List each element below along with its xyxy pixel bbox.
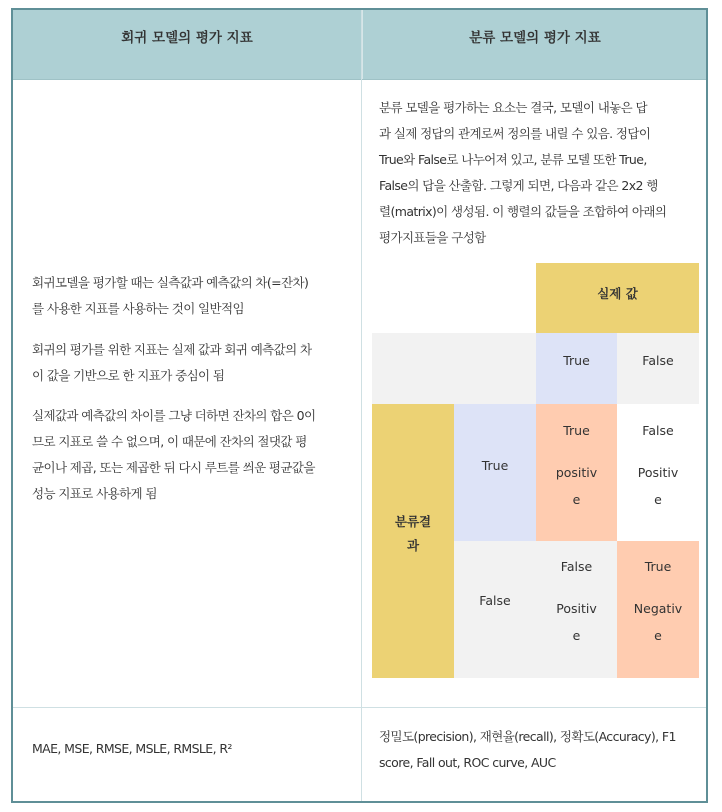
text-line: 실제값과 예측값의 차이를 그냥 더하면 잔차의 합은 0이 bbox=[32, 408, 316, 423]
cm-actual-header-label: 실제 값 bbox=[597, 286, 638, 301]
text-line: score, Fall out, ROC curve, AUC bbox=[379, 755, 556, 770]
confusion-matrix bbox=[372, 263, 699, 678]
text-line: 정밀도(precision), 재현율(recall), 정확도(Accuracy), F1 bbox=[379, 729, 676, 744]
cm-tn-line3: e bbox=[654, 628, 662, 643]
cm-corner-blank bbox=[372, 263, 536, 333]
cm-false-negative bbox=[536, 541, 617, 678]
cm-predicted-true-label: True bbox=[481, 458, 509, 473]
header-classification: 분류 모델의 평가 지표 bbox=[362, 10, 707, 79]
cm-actual-true-label: True bbox=[563, 353, 590, 368]
cm-actual-false bbox=[617, 333, 699, 404]
text-line: 므로 지표로 쓸 수 없으며, 이 때문에 잔차의 절댓값 평 bbox=[32, 434, 307, 449]
table-header-row bbox=[13, 10, 706, 80]
cm-predicted-true bbox=[454, 404, 536, 541]
cm-predicted-false-label: False bbox=[479, 593, 511, 608]
text-line: 균이나 제곱, 또는 제곱한 뒤 다시 루트를 씌운 평균값을 bbox=[32, 460, 315, 475]
cm-fn-line1: False bbox=[560, 559, 593, 574]
cm-predicted-false bbox=[454, 541, 536, 678]
header-regression: 회귀 모델의 평가 지표 bbox=[121, 30, 253, 46]
cm-fp-line1: False bbox=[642, 423, 674, 438]
text-line: 이 값을 기반으로 한 지표가 중심이 됨 bbox=[32, 368, 225, 383]
cm-true-negative bbox=[617, 541, 699, 678]
cm-actual-false-label: False bbox=[642, 353, 674, 368]
text-line: False의 답을 산출함. 그렇게 되면, 다음과 같은 2x2 행 bbox=[379, 178, 658, 193]
text-line: 를 사용한 지표를 사용하는 것이 일반적임 bbox=[32, 301, 244, 316]
cm-corner-blank-2 bbox=[372, 333, 536, 404]
text-line: 성능 지표로 사용하게 됨 bbox=[32, 486, 157, 501]
cm-true-positive bbox=[536, 404, 617, 541]
cm-actual-header bbox=[536, 263, 699, 333]
cm-tp-line2: positiv bbox=[555, 465, 598, 480]
regression-paragraph-2 bbox=[32, 337, 350, 389]
text-line: True와 False로 나누어져 있고, 분류 모델 또한 True, bbox=[379, 152, 647, 167]
cm-fn-line2: Positiv bbox=[556, 601, 597, 616]
cm-predicted-header-line2: 과 bbox=[406, 538, 420, 553]
cm-actual-true bbox=[536, 333, 617, 404]
cm-fp-line3: e bbox=[654, 492, 662, 507]
regression-metrics: MAE, MSE, RMSE, MSLE, RMSLE, R² bbox=[32, 741, 232, 756]
text-line: 분류 모델을 평가하는 요소는 결국, 모델이 내놓은 답 bbox=[379, 100, 647, 115]
cm-fp-line2: Positiv bbox=[637, 465, 679, 480]
classification-metrics bbox=[379, 724, 699, 776]
cm-predicted-header-line1: 분류결 bbox=[394, 514, 432, 529]
text-line: 과 실제 정답의 관계로써 정의를 내릴 수 있음. 정답이 bbox=[379, 126, 651, 141]
cm-false-positive bbox=[617, 404, 699, 541]
text-line: 렬(matrix)이 생성됨. 이 행렬의 값들을 조합하여 아래의 bbox=[379, 204, 667, 219]
row-divider bbox=[13, 707, 706, 708]
comparison-table bbox=[11, 8, 708, 803]
cm-tp-line1: True bbox=[563, 423, 590, 438]
classification-intro bbox=[379, 95, 699, 251]
text-line: 회귀모델을 평가할 때는 실측값과 예측값의 차(=잔차) bbox=[32, 275, 309, 290]
cm-tp-line3: e bbox=[572, 492, 581, 507]
cm-tn-line1: True bbox=[644, 559, 672, 574]
cm-predicted-header bbox=[372, 404, 454, 678]
cm-tn-line2: Negativ bbox=[633, 601, 683, 616]
text-line: 평가지표들을 구성함 bbox=[379, 230, 486, 245]
regression-paragraph-1 bbox=[32, 270, 350, 322]
text-line: 회귀의 평가를 위한 지표는 실제 값과 회귀 예측값의 차 bbox=[32, 342, 312, 357]
regression-paragraph-3 bbox=[32, 403, 350, 507]
cm-fn-line3: e bbox=[572, 628, 581, 643]
column-divider bbox=[361, 10, 362, 801]
